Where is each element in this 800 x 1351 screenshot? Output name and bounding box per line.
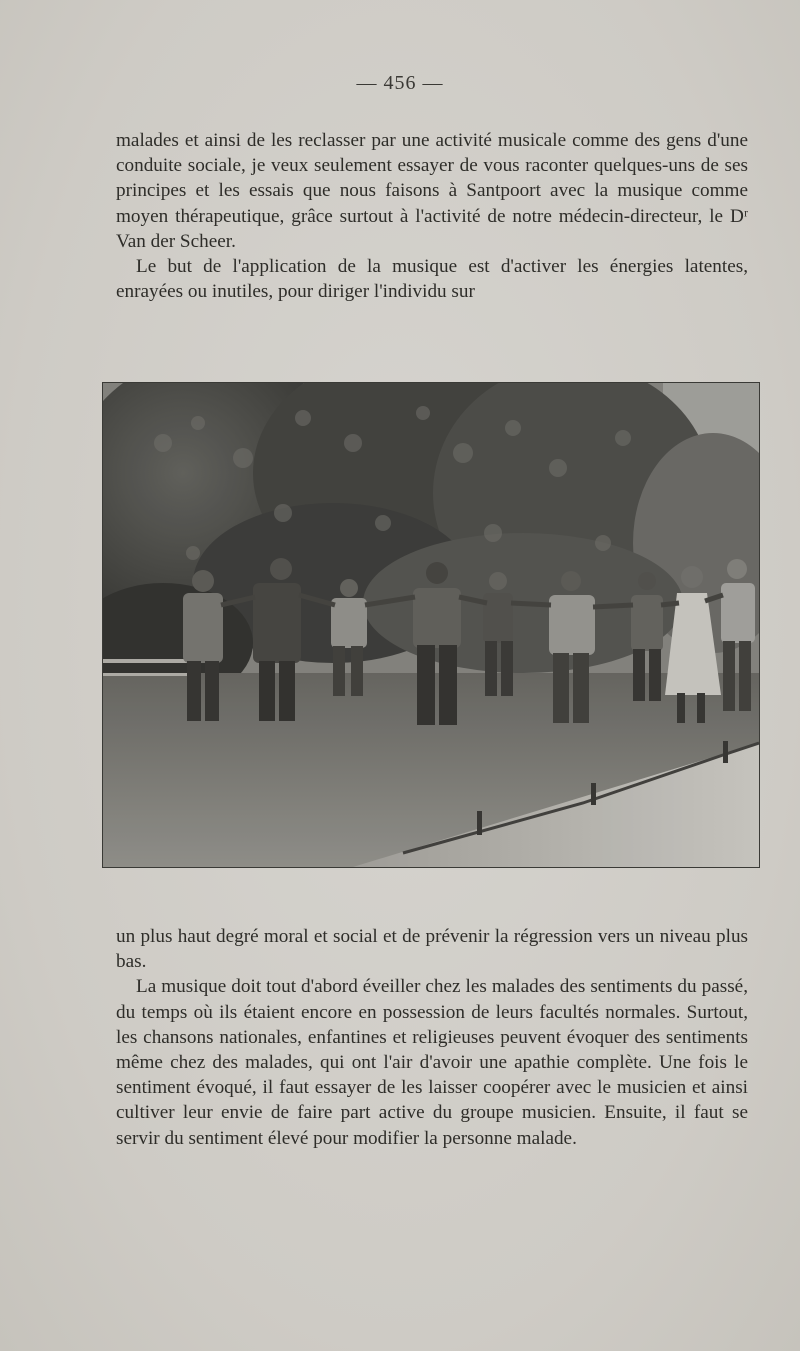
paragraph: un plus haut degré moral et social et de prévenir la régression vers un niveau plus bas. [116, 926, 748, 973]
paragraph: malades et ainsi de les reclasser par une activité musicale comme des gens d'une conduite sociale, je veux seulement essayer de vous raconter quelques-uns de ses principes et les essais que nous faisons à Santpoort avec la musique comme moyen thérapeutique, grâce surtout à l'activité de notre médecin-directeur, le Dʳ Van der Scheer. [116, 130, 748, 252]
page-number: — 456 — [356, 72, 444, 94]
paragraph: Le but de l'application de la musique est d'activer les énergies latentes, enrayées ou inutiles, pour diriger l'individu sur [116, 256, 748, 303]
text-block-bottom [116, 924, 748, 1151]
paragraph: La musique doit tout d'abord éveiller chez les malades des sentiments du passé, du temps où ils étaient encore en possession de leurs facultés normales. Surtout, les chansons nationales, enfantines et religieuses peuvent évoquer des sentiments même chez des malades, qui ont l'air d'avoir une apathie complète. Une fois le sentiment évoqué, il faut essayer de les laisser coopérer avec le musicien et ainsi cultiver leur envie de faire part active du groupe musicien. Ensuite, il faut se servir du sentiment élevé pour modifier la personne malade. [116, 976, 748, 1149]
text-block-top [116, 128, 748, 304]
photograph-illustration [103, 383, 759, 867]
photograph-circle-dance [102, 382, 760, 868]
